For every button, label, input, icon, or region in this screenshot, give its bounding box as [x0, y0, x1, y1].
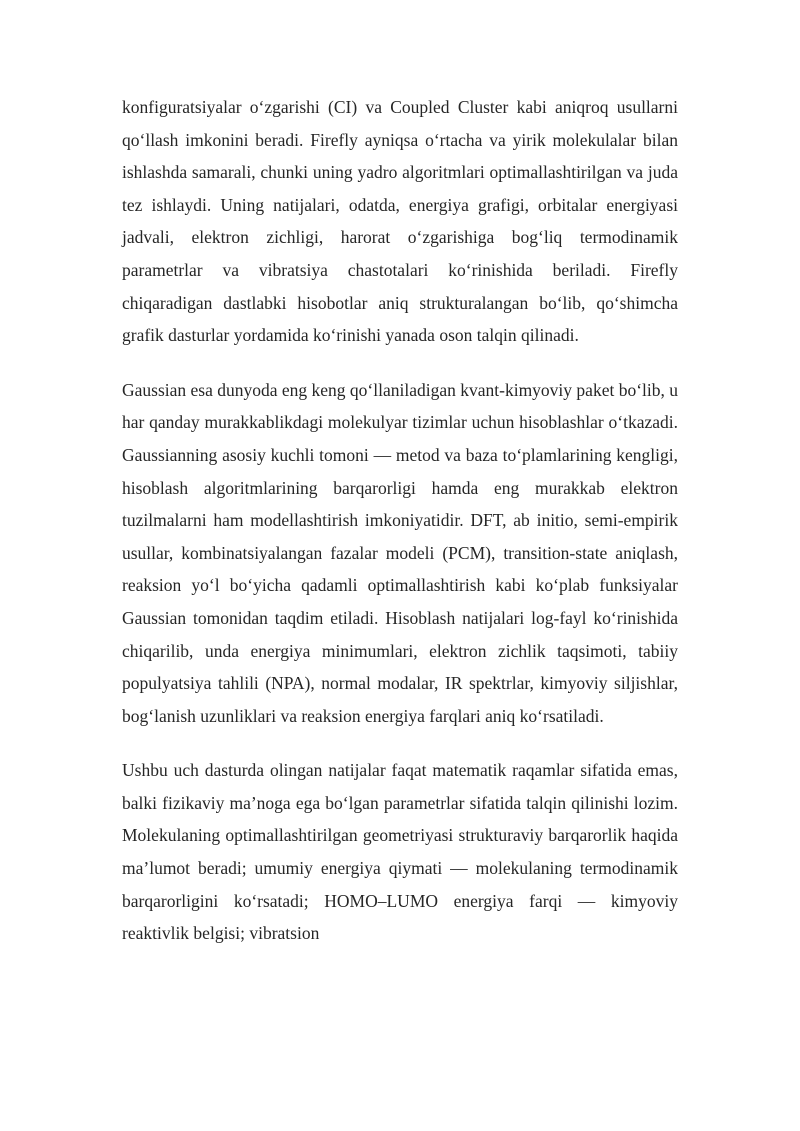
- paragraph-firefly: konfiguratsiyalar o‘zgarishi (CI) va Coupled Cluster kabi aniqroq usullarni qo‘llash imkonini beradi. Firefly ayniqsa o‘rtacha va yirik molekulalar bilan ishlashda samarali, chunki uning yadro algoritmlari optimallashtirilgan va juda tez ishlaydi. Uning natijalari, odatda, energiya grafigi, orbitalar energiyasi jadvali, elektron zichligi, harorat o‘zgarishiga bog‘liq termodinamik parametrlar va vibratsiya chastotalari ko‘rinishida beriladi. Firefly chiqaradigan dastlabki hisobotlar aniq strukturalangan bo‘lib, qo‘shimcha grafik dasturlar yordamida ko‘rinishi yanada oson talqin qilinadi.: [122, 97, 678, 346]
- paragraph-gaussian: Gaussian esa dunyoda eng keng qo‘llaniladigan kvant-kimyoviy paket bo‘lib, u har qanday murakkablikdagi molekulyar tizimlar uchun hisoblashlar o‘tkazadi. Gaussianning asosiy kuchli tomoni — metod va baza to‘plamlarining kengligi, hisoblash algoritmlarining barqarorligi hamda eng murakkab elektron tuzilmalarni ham modellashtirish imkoniyatidir. DFT, ab initio, semi-empirik usullar, kombinatsiyalangan fazalar modeli (PCM), transition-state aniqlash, reaksion yo‘l bo‘yicha qadamli optimallashtirish kabi ko‘plab funksiyalar Gaussian tomonidan taqdim etiladi. Hisoblash natijalari log-fayl ko‘rinishida chiqarilib, unda energiya minimumlari, elektron zichlik taqsimoti, tabiiy populyatsiya tahlili (NPA), normal modalar, IR spektrlar, kimyoviy siljishlar, bog‘lanish uzunliklari va reaksion energiya farqlari aniq ko‘rsatiladi.: [122, 379, 678, 726]
- document-page: [122, 91, 678, 972]
- paragraph-interpretation: Ushbu uch dasturda olingan natijalar faqat matematik raqamlar sifatida emas, balki fizikaviy ma’noga ega bo‘lgan parametrlar sifatida talqin qilinishi lozim. Molekulaning optimallashtirilgan geometriyasi strukturaviy barqarorlik haqida ma’lumot beradi; umumiy energiya qiymati — molekulaning termodinamik barqarorligini ko‘rsatadi; HOMO–LUMO energiya farqi — kimyoviy reaktivlik belgisi; vibratsion: [122, 760, 678, 944]
